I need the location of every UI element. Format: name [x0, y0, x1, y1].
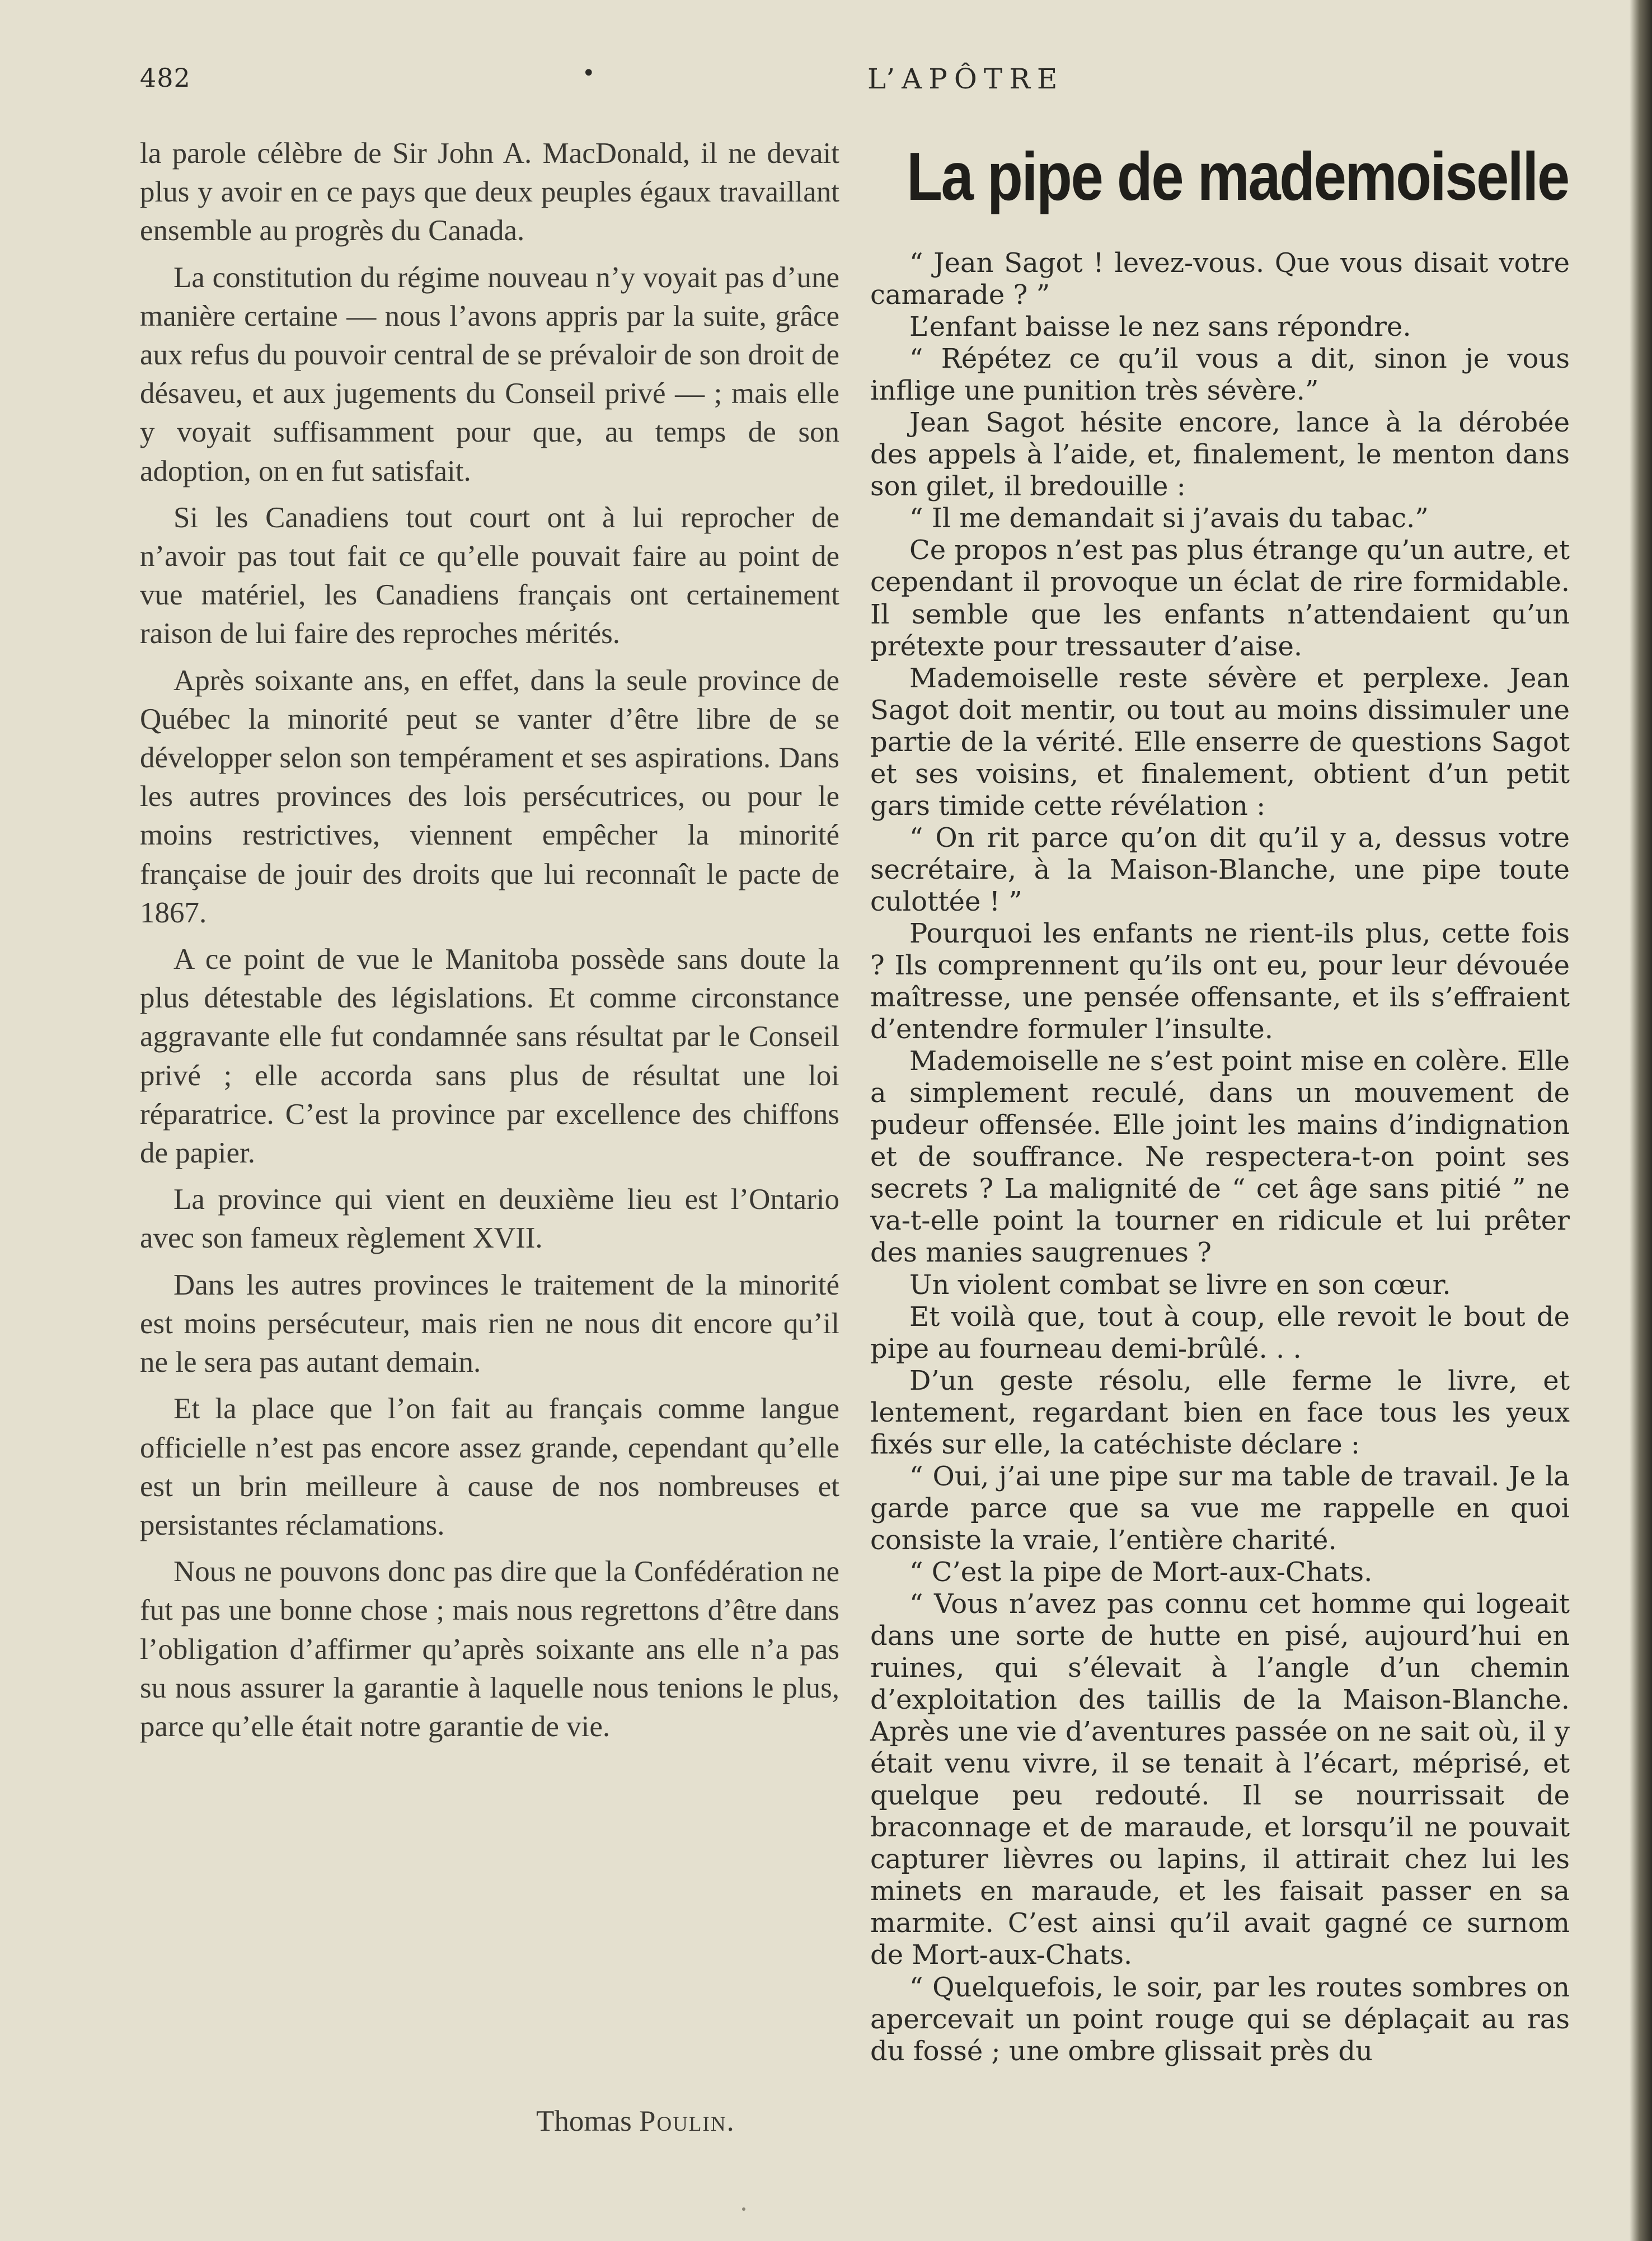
article-paragraph: “ On rit parce qu’on dit qu’il y a, dessus votre secrétaire, à la Maison-Blanche, une pipe toute culottée ! ” — [870, 822, 1570, 917]
left-paragraph: La province qui vient en deuxième lieu est l’Ontario avec son fameux règlement XVII. — [140, 1183, 839, 1255]
article-title: La pipe de mademoiselle — [907, 138, 1569, 214]
left-paragraph: Après soixante ans, en effet, dans la seule province de Québec la minorité peut se vanter d’être libre de se développer selon son tempérament et ses aspirations. Dans les autres provinces des lois persécutrices, ou pour le moins restrictives, viennent empêcher la minorité française de jouir des droits que lui reconnaît le pacte de 1867. — [140, 664, 839, 929]
article-paragraph: “ Répétez ce qu’il vous a dit, sinon je vous inflige une punition très sévère.” — [870, 343, 1570, 407]
left-paragraph: Si les Canadiens tout court ont à lui reprocher de n’avoir pas tout fait ce qu’elle pouvait faire au point de vue matériel, les Canadiens français ont certainement raison de lui faire des reproches mérités. — [140, 501, 839, 650]
article-paragraph: “ Jean Sagot ! levez-vous. Que vous disait votre camarade ? ” — [870, 247, 1570, 311]
article-paragraph: Pourquoi les enfants ne rient-ils plus, cette fois ? Ils comprennent qu’ils ont eu, pour leur dévouée maîtresse, une pensée offensante, et ils s’effraient d’entendre formuler l’insulte. — [870, 917, 1570, 1046]
article-paragraph: Mademoiselle reste sévère et perplexe. Jean Sagot doit mentir, ou tout au moins dissimuler une partie de la vérité. Elle enserre de questions Sagot et ses voisins, et finalement, obtient d’un petit gars timide cette révélation : — [870, 662, 1570, 822]
article-paragraph: “ Quelquefois, le soir, par les routes sombres on apercevait un point rouge qui se déplaçait au ras du fossé ; une ombre glissait près du — [870, 1971, 1570, 2067]
article-paragraph: “ Oui, j’ai une pipe sur ma table de travail. Je la garde parce que sa vue me rappelle en quoi consiste la vraie, l’entière charité. — [870, 1460, 1570, 1556]
article-paragraph: Jean Sagot hésite encore, lance à la dérobée des appels à l’aide, et, finalement, le menton dans son gilet, il bredouille : — [870, 407, 1570, 503]
left-paragraph: Dans les autres provinces le traitement de la minorité est moins persécuteur, mais rien ne nous dit encore qu’il ne le sera pas autant demain. — [140, 1268, 839, 1379]
left-paragraph: La constitution du régime nouveau n’y voyait pas d’une manière certaine — nous l’avons appris par la suite, grâce aux refus du pouvoir central de se prévaloir de son droit de désaveu, et aux jugements du Conseil privé — ; mais elle y voyait suffisamment pour que, au temps de son adoption, on en fut satisfait. — [140, 261, 839, 487]
left-paragraph: Nous ne pouvons donc pas dire que la Confédération ne fut pas une bonne chose ; mais nous regrettons d’être dans l’obligation d’affirmer qu’après soixante ans elle n’a pas su nous assurer la garantie à laquelle nous tenions le plus, parce qu’elle était notre garantie de vie. — [140, 1555, 839, 1743]
running-header — [140, 60, 1573, 102]
article-paragraph: D’un geste résolu, elle ferme le livre, et lentement, regardant bien en face tous les yeux fixés sur elle, la catéchiste déclare : — [870, 1365, 1570, 1460]
article-paragraph: Et voilà que, tout à coup, elle revoit le bout de pipe au fourneau demi-brûlé. . . — [870, 1301, 1570, 1365]
page-number: 482 — [140, 63, 191, 93]
page-speck — [742, 2207, 745, 2211]
running-title: L’APÔTRE — [867, 63, 1064, 95]
article-paragraph: Mademoiselle ne s’est point mise en colère. Elle a simplement reculé, dans un mouvement de pudeur offensée. Elle joint les mains d’indignation et de souffrance. Ne respectera-t-on point ses secrets ? La malignité de “ cet âge sans pitié ” ne va-t-elle point la tourner en ridicule et lui prêter des manies saugrenues ? — [870, 1046, 1570, 1269]
left-column — [140, 134, 839, 1754]
left-paragraph: A ce point de vue le Manitoba possède sans doute la plus détestable des législations. Et comme circonstance aggravante elle fut condamnée sans résultat par le Conseil privé ; elle accorda sans plus de résultat une loi réparatrice. C’est la province par excellence des chiffons de papier. — [140, 943, 839, 1170]
left-paragraph: Et la place que l’on fait au français comme langue officielle n’est pas encore assez grande, cependant qu’elle est un brin meilleure à cause de nos nombreuses et persistantes réclamations. — [140, 1393, 839, 1541]
page-spine-shadow — [1630, 0, 1652, 2241]
author-last-name: Poulin. — [639, 2105, 735, 2137]
article-paragraph: “ Vous n’avez pas connu cet homme qui logeait dans une sorte de hutte en pisé, aujourd’hui en ruines, qui s’élevait à l’angle d’un chemin d’exploitation des taillis de la Maison-Blanche. Après une vie d’aventures passée on ne sait où, il y était venu vivre, il se tenait à l’écart, méprisé, et quelque peu redouté. Il se nourrissait de braconnage et de maraude, et lorsqu’il ne pouvait capturer lièvres ou lapins, il attirait chez lui les minets en maraude, et les faisait passer en sa marmite. C’est ainsi qu’il avait gagné ce surnom de Mort-aux-Chats. — [870, 1588, 1570, 1971]
header-bullet: • — [582, 60, 595, 86]
author-signature — [536, 2104, 735, 2138]
left-paragraph: la parole célèbre de Sir John A. MacDonald, il ne devait plus y avoir en ce pays que deux peuples égaux travaillant ensemble au progrès du Canada. — [140, 137, 839, 247]
article-paragraph: “ Il me demandait si j’avais du tabac.” — [909, 503, 1429, 535]
article-paragraph: L’enfant baisse le nez sans répondre. — [909, 311, 1411, 343]
right-column — [870, 247, 1570, 2067]
article-paragraph: Un violent combat se livre en son cœur. — [909, 1269, 1451, 1301]
article-paragraph: “ C’est la pipe de Mort-aux-Chats. — [909, 1556, 1373, 1588]
article-paragraph: Ce propos n’est pas plus étrange qu’un autre, et cependant il provoque un éclat de rire formidable. Il semble que les enfants n’attendaient qu’un prétexte pour tressauter d’aise. — [870, 535, 1570, 662]
author-first-name: Thomas — [536, 2105, 632, 2137]
